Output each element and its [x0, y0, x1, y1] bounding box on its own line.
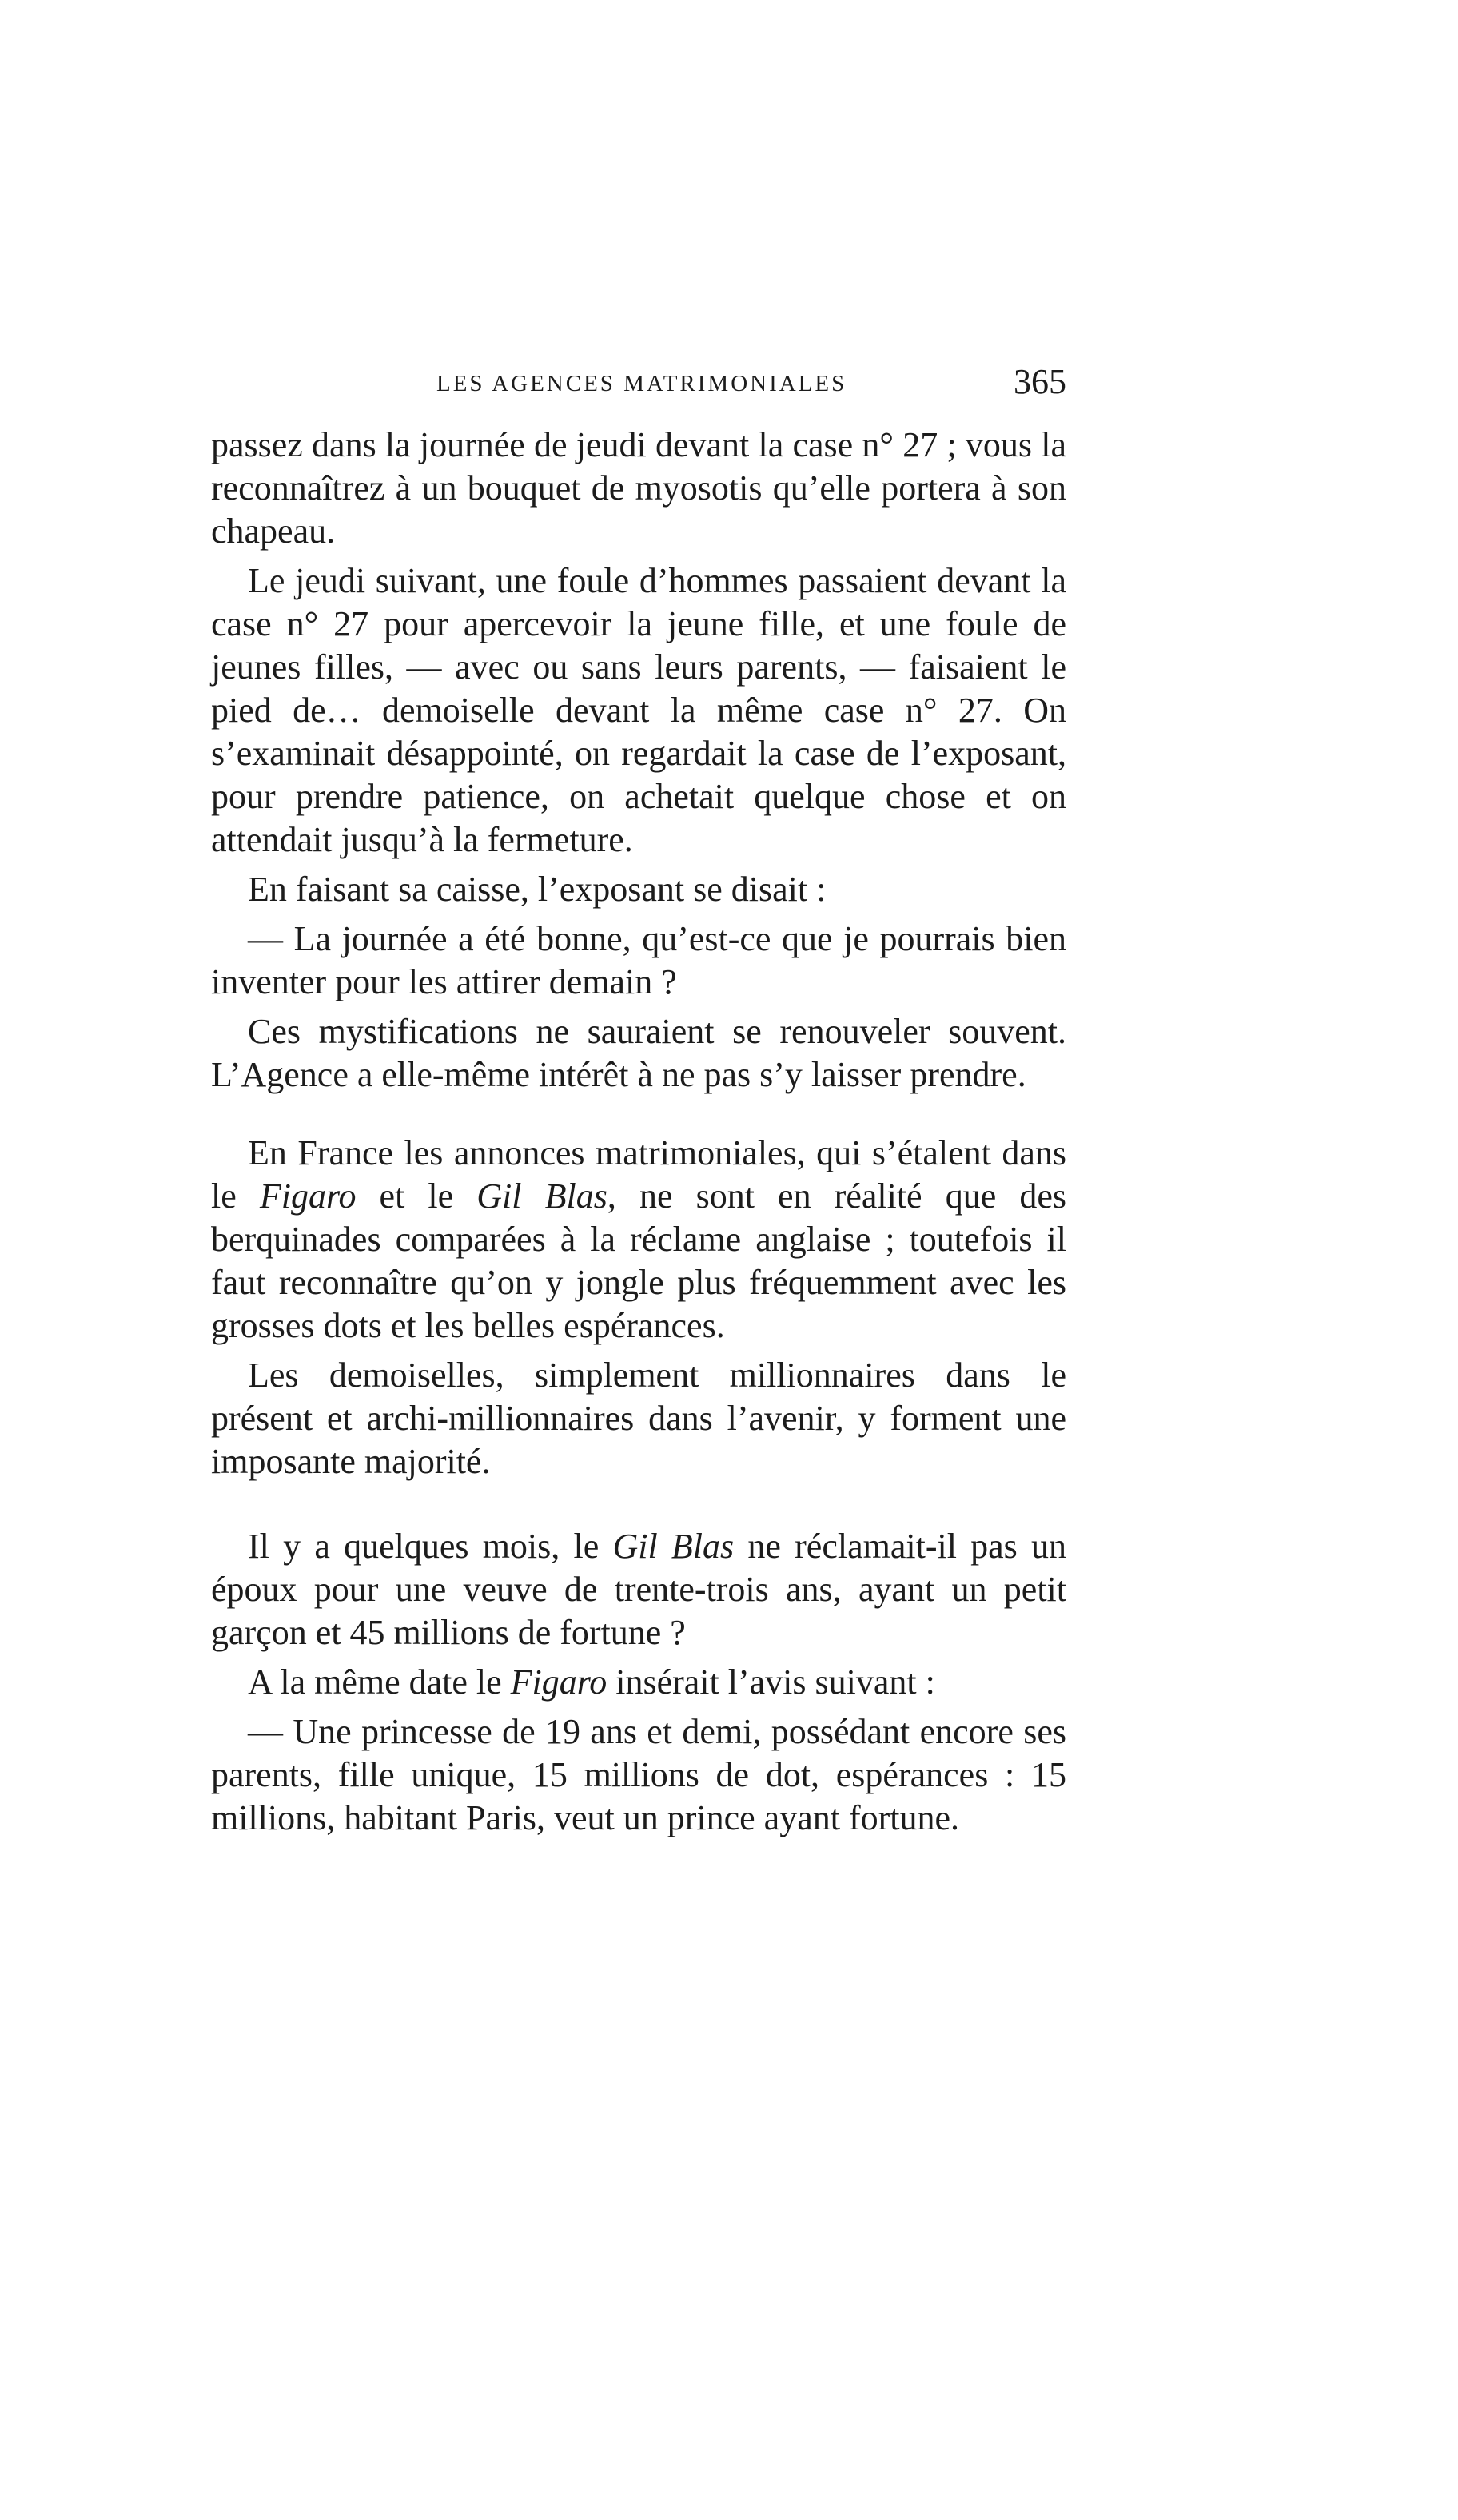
- paragraph-8-text-a: Il y a quelques mois, le: [248, 1527, 613, 1566]
- newspaper-title-gil-blas: Gil Blas: [612, 1527, 735, 1566]
- paragraph-1: passez dans la journée de jeudi devant la case n° 27 ; vous la reconnaîtrez à un bouquet de myosotis qu’elle portera à son chapeau.: [211, 425, 1066, 551]
- paragraph-4: — La journée a été bonne, qu’est-ce que je pourrais bien inventer pour les attirer demain ?: [211, 919, 1066, 1001]
- newspaper-title-figaro: Figaro: [510, 1662, 608, 1702]
- paragraph-8-text-b: ne réclamait-il pas un époux pour une veuve de trente-trois ans, ayant un petit garçon et 45 millions de fortune ?: [211, 1527, 1067, 1652]
- page-number: 365: [1014, 362, 1066, 401]
- page-header: [211, 361, 1066, 412]
- paragraph-7: Les demoiselles, simplement millionnaires dans le présent et archi-millionnaires dans l’avenir, y forment une imposante majorité.: [211, 1356, 1066, 1481]
- running-head: LES AGENCES MATRIMONIALES: [436, 371, 847, 396]
- newspaper-title-gil-blas: Gil Blas: [476, 1176, 608, 1216]
- paragraph-8: [211, 1525, 1066, 1654]
- paragraph-9: [211, 1661, 1066, 1704]
- paragraph-10: — Une princesse de 19 ans et demi, possédant encore ses parents, fille unique, 15 millions de dot, espérances : 15 millions, habitant Paris, veut un prince ayant fortune.: [211, 1712, 1066, 1837]
- paragraph-5: Ces mystifications ne sauraient se renouveler souvent. L’Agence a elle-même intérêt à ne pas s’y laisser prendre.: [211, 1012, 1066, 1094]
- paragraph-9-text-b: insérait l’avis suivant :: [607, 1662, 935, 1702]
- paragraph-6-text-c: , ne sont en réalité que des berquinades comparées à la réclame anglaise ; toutefois il faut reconnaître qu’on y jongle plus fréquemment avec les grosses dots et les belles espérances.: [211, 1176, 1066, 1345]
- paragraph-6-text-b: et le: [356, 1176, 477, 1216]
- newspaper-title-figaro: Figaro: [259, 1176, 357, 1216]
- paragraph-6: [211, 1132, 1066, 1348]
- paragraph-6-text-a: En France les annonces matrimoniales, qui s’étalent dans le: [211, 1133, 1066, 1216]
- paragraph-9-text-a: A la même date le: [248, 1662, 511, 1702]
- page-body: [211, 424, 1066, 1840]
- paragraph-3: En faisant sa caisse, l’exposant se disait :: [248, 870, 827, 909]
- paragraph-2: Le jeudi suivant, une foule d’hommes passaient devant la case n° 27 pour apercevoir la jeune fille, et une foule de jeunes filles, — avec ou sans leurs parents, — faisaient le pied de… demoiselle devant la même case n° 27. On s’examinait désappointé, on regardait la case de l’exposant, pour prendre patience, on achetait quelque chose et on attendait jusqu’à la fermeture.: [211, 561, 1066, 859]
